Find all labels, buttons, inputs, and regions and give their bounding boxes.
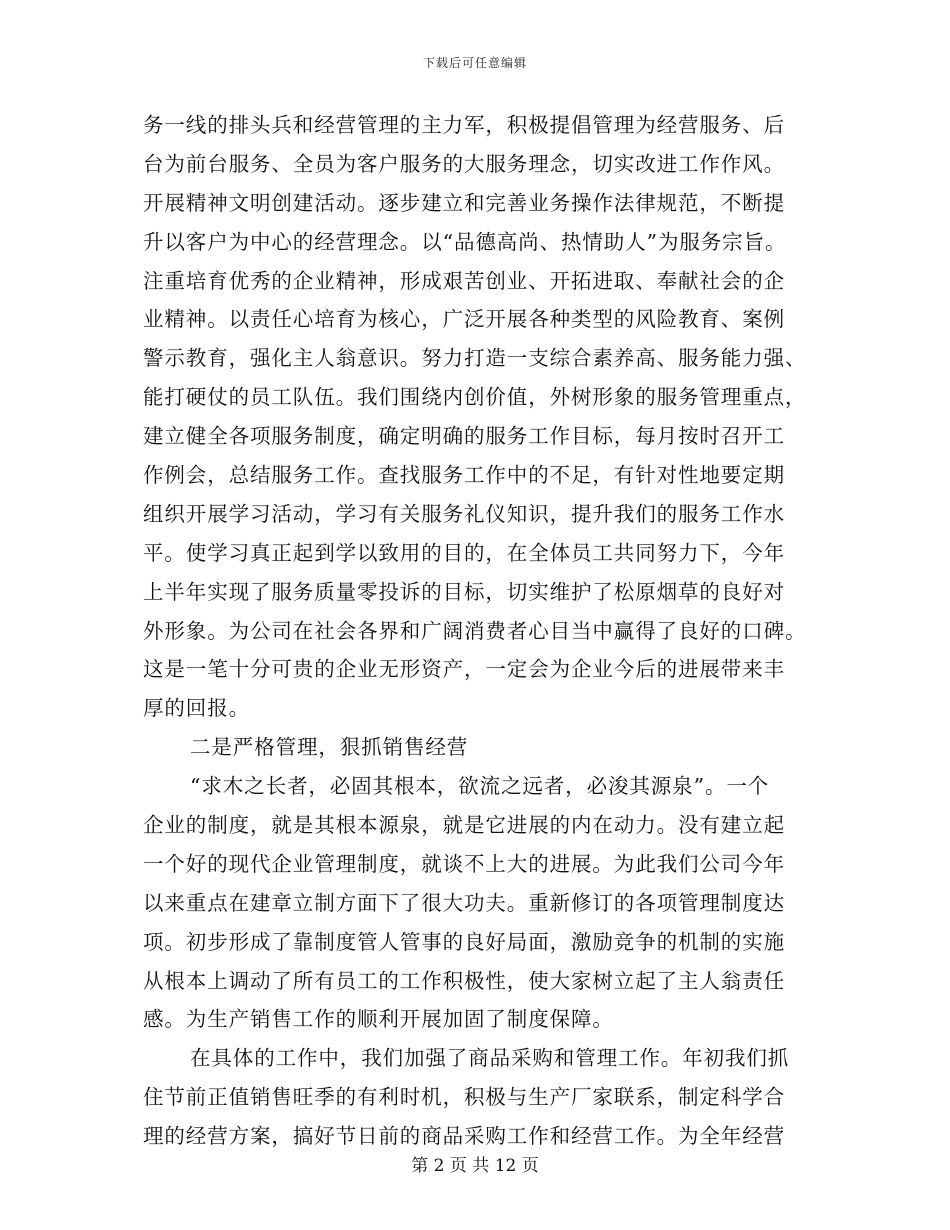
text-line: 警示教育，强化主人翁意识。努力打造一支综合素养高、服务能力强、 xyxy=(143,346,807,371)
text-line: 住节前正值销售旺季的有利时机，积极与生产厂家联系，制定科学合 xyxy=(143,1085,785,1110)
text-line: 上半年实现了服务质量零投诉的目标，切实维护了松原烟草的良好对 xyxy=(143,579,785,604)
page-header: 下载后可任意编辑 xyxy=(422,56,527,70)
text-line: 企业的制度，就是其根本源泉，就是它进展的内在动力。没有建立起 xyxy=(143,813,785,838)
text-line: 业精神。以责任心培育为核心，广泛开展各种类型的风险教育、案例 xyxy=(143,307,785,332)
text-line: 在具体的工作中，我们加强了商品采购和管理工作。年初我们抓 xyxy=(190,1046,790,1071)
text-line: 开展精神文明创建活动。逐步建立和完善业务操作法律规范，不断提 xyxy=(143,190,785,215)
text-line: 从根本上调动了所有员工的工作积极性，使大家树立起了主人翁责任 xyxy=(143,968,785,993)
text-line: 平。使学习真正起到学以致用的目的，在全体员工共同努力下，今年 xyxy=(143,540,785,565)
text-line: “求木之长者，必固其根本，欲流之远者，必浚其源泉”。一个 xyxy=(190,774,770,799)
section-heading: 二是严格管理，狠抓销售经营 xyxy=(190,735,469,760)
text-line: 一个好的现代企业管理制度，就谈不上大的进展。为此我们公司今年 xyxy=(143,851,785,876)
text-line: 厚的回报。 xyxy=(143,696,250,721)
text-line: 作例会，总结服务工作。查找服务工作中的不足，有针对性地要定期 xyxy=(143,463,785,488)
text-line: 建立健全各项服务制度，确定明确的服务工作目标，每月按时召开工 xyxy=(143,424,785,449)
document-body xyxy=(143,106,811,1156)
text-line: 注重培育优秀的企业精神，形成艰苦创业、开拓进取、奉献社会的企 xyxy=(143,268,785,293)
text-line: 以来重点在建章立制方面下了很大功夫。重新修订的各项管理制度达 xyxy=(143,890,785,915)
text-line: 升以客户为中心的经营理念。以“品德高尚、热情助人”为服务宗旨。 xyxy=(143,229,787,254)
text-line: 能打硬仗的员工队伍。我们围绕内创价值，外树形象的服务管理重点， xyxy=(143,385,807,410)
text-line: 台为前台服务、全员为客户服务的大服务理念，切实改进工作作风。 xyxy=(143,151,785,176)
text-line: 这是一笔十分可贵的企业无形资产，一定会为企业今后的进展带来丰 xyxy=(143,657,785,682)
text-line: 理的经营方案，搞好节日前的商品采购工作和经营工作。为全年经营 xyxy=(143,1124,785,1149)
text-line: 项。初步形成了靠制度管人管事的良好局面，激励竞争的机制的实施 xyxy=(143,929,785,954)
text-line: 务一线的排头兵和经营管理的主力军，积极提倡管理为经营服务、后 xyxy=(143,113,785,137)
text-line: 组织开展学习活动，学习有关服务礼仪知识，提升我们的服务工作水 xyxy=(143,501,785,526)
text-line: 外形象。为公司在社会各界和广阔消费者心目当中赢得了良好的口碑。 xyxy=(143,618,807,643)
page-footer: 第 2 页 共 12 页 xyxy=(411,1156,539,1176)
text-line: 感。为生产销售工作的顺利开展加固了制度保障。 xyxy=(143,1007,614,1032)
